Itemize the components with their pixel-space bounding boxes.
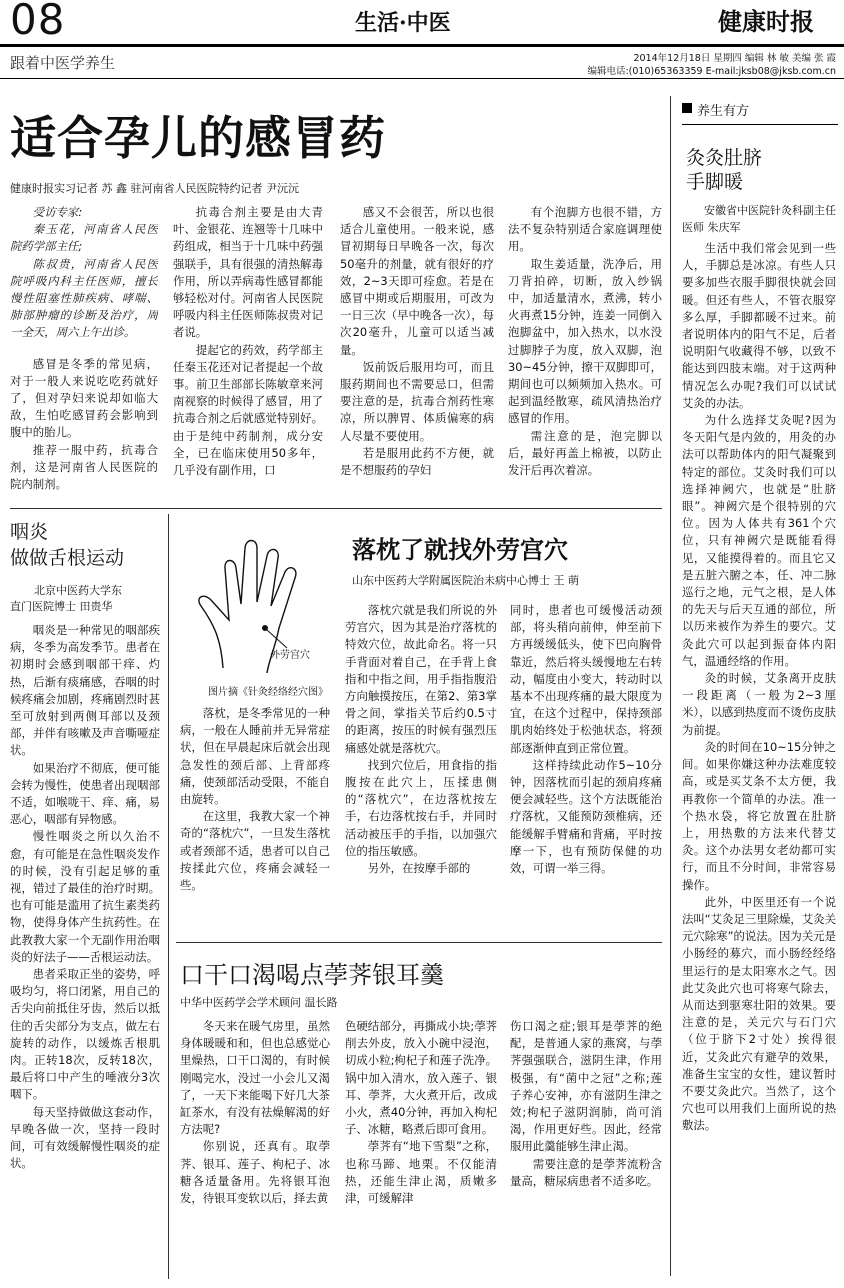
article4-column-c	[510, 1018, 662, 1276]
article3-column-c	[510, 602, 662, 934]
article1-byline: 健康时报实习记者 苏 鑫 驻河南省人民医院特约记者 尹沅沅	[10, 182, 299, 195]
paragraph: 取生姜适量，洗净后，用刀背拍碎，切断，放入纱锅中，加适量清水，煮沸，转小火再煮15分钟，连姜一同倒入泡脚盆中，加入热水，以水没过脚脖子为度，放入双脚，泡30~45分钟，擦干双脚即可，期间也可以频频加入热水。可起到温经散寒，疏风清热治疗感冒的作用。	[508, 256, 662, 426]
sidebar-byline	[682, 202, 836, 238]
paragraph: 另外，在按摩手部的	[367, 861, 471, 876]
article1-column-4	[508, 204, 662, 504]
sidebar-title-line2: 手脚暖	[686, 171, 744, 193]
article3-byline: 山东中医药大学附属医院治未病中心博士 王 萌	[352, 574, 579, 587]
paragraph: 落枕穴就是我们所说的外劳宫穴，因为其是治疗落枕的特效穴位，故此命名。将一只手背面对着自己，在手背上食指和中指之间，用手指指腹沿方向触摸按压，在第2、第3掌骨之间，掌指关节后约0.5寸的距离，按压的时候有强烈压痛感处就是落枕穴。	[345, 603, 497, 755]
editor-contact: 编辑电话:(010)65363359 E-mail:jksb08@jksb.com.cn	[587, 66, 836, 77]
sidebar-section-label: 养生有方	[697, 104, 750, 119]
paragraph: 若是服用此药不方便，就是不想服药的孕妇	[340, 445, 494, 478]
paragraph: 如果治疗不彻底，便可能会转为慢性，使患者出现咽部不适，如喉咙干、痒、痛，易恶心，咽部有异物感。	[10, 760, 160, 827]
paragraph: 冬天来在暖气房里，虽然身体暖暖和和，但也总感觉心里燥热，口干口渴的，有时候刚喝完水，没过一小会儿又渴了，一天下来能喝下好几大茶缸茶水，有没有祛燥解渴的好方法呢?	[180, 1019, 330, 1137]
page-number: 08	[10, 0, 66, 44]
paragraph: 需注意的是，泡完脚以后，最好再盖上棉被，以防止发汗后再次着凉。	[508, 428, 662, 478]
article1-column-3	[340, 204, 494, 504]
section-marker-icon	[682, 103, 692, 113]
paragraph: 有个泡脚方也很不错，方法不复杂特别适合家庭调理使用。	[508, 205, 662, 254]
sidebar-body	[682, 240, 836, 1276]
paragraph: 抗毒合剂主要是由大青叶、金银花、连翘等十几味中药组成，相当于十几味中药强强联手，具有很强的清热解毒作用，所以弄病毒性感冒都能够轻松对付。河南省人民医院呼吸内科主任医师陈叔贵对记者说。	[173, 205, 323, 340]
article3-column-a	[180, 705, 330, 935]
paragraph: 在这里，我教大家一个神奇的“落枕穴”，一旦发生落枕或者颈部不适，患者可以自己按揉此穴位，疼痛会减轻一些。	[180, 809, 330, 893]
column-name: 跟着中医学养生	[10, 54, 116, 72]
paragraph: 感冒是冬季的常见病，对于一般人来说吃吃药就好了，但对孕妇来说却如临大敌，生怕吃感冒药会影响到腹中的胎儿。	[10, 356, 158, 440]
article4-title: 口干口渴喝点荸荠银耳羹	[180, 961, 444, 989]
article4-byline: 中华中医药学会学术顾问 温长路	[180, 996, 338, 1009]
paragraph: 饭前饭后服用均可，而且服药期间也不需要忌口，但需要注意的是，抗毒合剂药性寒凉，所以脾胃、体质偏寒的病人尽量不要使用。	[340, 359, 494, 443]
acupoint-label: 外劳宫穴	[270, 650, 310, 661]
sidebar-byline-text: 安徽省中医院针灸科副主任医师 朱庆军	[682, 204, 836, 235]
paragraph: 落枕，是冬季常见的一种病，一般在人睡前并无异常症状，但在早晨起床后就会出现急发性的颈后部、上背部疼痛，使颈部活动受限，不能自由旋转。	[180, 706, 330, 807]
paragraph: 荸荠有“地下雪梨”之称，也称马蹄、地栗。不仅能清热，还能生津止渴，质嫩多津，可缓解津	[345, 1139, 497, 1206]
article2-byline-1: 北京中医药大学东	[34, 584, 122, 597]
paragraph: 你别说，还真有。取荸荠、银耳、莲子、枸杞子、冰糖各适量备用。先将银耳泡发，待银耳变软以后，择去黄	[180, 1139, 330, 1206]
paragraph: 需要注意的是荸荠流粉含量高，糖尿病患者不适多吃。	[510, 1156, 662, 1188]
paragraph: 患者采取正坐的姿势，呼吸均匀，将口闭紧，用自己的舌尖向前抵住牙齿，然后以抵住的舌尖部分为支点，做左右旋转的动作，以缓炼舌根肌肉。正转18次，反转18次，最后将口中产生的唾液分3次咽下。	[10, 967, 160, 1102]
newspaper-masthead: 健康时报	[718, 7, 814, 36]
paragraph: 慢性咽炎之所以久治不愈，有可能是在急性咽炎发作的时候，没有引起足够的重视，错过了最佳的治疗时期。也有可能是滥用了抗生素类药物，使得身体产生抗药性。在此教教大家一个无副作用治咽炎的好法子——舌根运动法。	[10, 829, 160, 964]
article-divider	[10, 508, 662, 509]
paragraph: 为什么选择艾灸呢?因为冬天阳气是内敛的，用灸的办法可以帮助体内的阳气凝聚到特定的部位。艾灸时我们可以选择神阙穴，也就是“肚脐眼”。神阙穴是个很特别的穴位。因为人体共有361个穴位，只有神阙穴是既能看得见，又能摸得着的。而且它又是五脏六腑之本，任、冲二脉巡行之地，元气之根，是人体的先天与后天互通的部位，所以历来被作为养生的要穴。艾灸此穴可以起到振奋体内阳气，温通经络的作用。	[682, 413, 836, 668]
paragraph: 感又不会很苦，所以也很适合儿童使用。一般来说，感冒初期每日早晚各一次，每次50毫升的剂量，就有很好的疗效，2~3天即可痊愈。若是在感冒中期或后期服用，可改为一日三次（早中晚各一次），每次20毫升，儿童可以适当减量。	[340, 205, 494, 357]
header-rule	[0, 44, 844, 47]
paragraph: 此外，中医里还有一个说法叫“艾灸足三里除燥，艾灸关元穴除寒”的说法。因为关元是小肠经的募穴，而小肠经经络里运行的是太阳寒水之气。因此艾灸此穴也可将寒气除去，从而达到驱寒壮阳的效果。要注意的是，关元穴与石门穴（位于脐下2寸处）挨得很近，艾灸此穴有避孕的效果，准备生宝宝的女性，建议暂时不要艾灸此穴。当然了，这个穴也可以用我们上面所说的热敷法。	[682, 894, 836, 1133]
column-divider	[168, 514, 169, 1279]
article2-title-line2: 做做舌根运动	[10, 547, 125, 569]
section-title: 生活·中医	[355, 10, 451, 36]
issue-date-editors: 2014年12月18日 星期四 编辑 林 敏 美编 张 霞	[633, 53, 836, 64]
paragraph: 咽炎是一种常见的咽部疾病，冬季为高发季节。患者在初期时会感到咽部干痒、灼热，后渐有痰痛感，吞咽的时候疼痛会加剧，疼痛剧烈时甚至可放射到两侧耳部以及颈部，并伴有咳嗽及声音嘶哑症状。	[10, 623, 160, 758]
article1-column-2	[173, 204, 323, 504]
article3-column-b	[345, 602, 497, 934]
paragraph: 灸的时候，艾条离开皮肤一段距离（一般为2~3厘米），以感到热度而不烫伤皮肤为前提。	[682, 671, 836, 737]
sidebar-rule	[682, 124, 838, 125]
article-divider	[176, 942, 662, 943]
article2-byline-2: 直门医院博士 田贵华	[10, 600, 113, 613]
article4-column-b	[345, 1018, 497, 1276]
main-headline: 适合孕儿的感冒药	[10, 111, 386, 165]
article4-column-a	[180, 1018, 330, 1276]
paragraph: 生活中我们常会见到一些人，手脚总是冰凉。有些人只要多加些衣服手脚很快就会回暖。但还有些人，不管衣服穿多么厚，手脚都暖不过来。前者说明体内的阳气不足，后者说明阳气收藏得不够，以致不能达到四肢末端。对于这两种情况怎么办呢?我们可以试试艾灸的办法。	[682, 241, 836, 410]
expert-2: 陈叔贵，河南省人民医院呼吸内科主任医师，擅长慢性阻塞性肺疾病、哮喘、肺部肿瘤的诊断及治疗，周一全天，周六上午出诊。	[10, 256, 158, 340]
paragraph: 提起它的药效，药学部主任秦玉花还对记者提起一个故事。前卫生部部长陈敏章来河南视察的时候得了感冒，用了抗毒合剂之后就感觉特别好。由于是纯中药制剂，成分安全，已在临床使用50多年，几乎没有副作用，口	[173, 342, 323, 478]
paragraph: 每天坚持做做这套动作，早晚各做一次，坚持一段时间，可有效缓解慢性咽炎的症状。	[10, 1104, 160, 1171]
article2-title-line1: 咽炎	[10, 521, 49, 543]
header-subrule	[0, 78, 844, 79]
paragraph: 同时，患者也可缓慢活动颈部，将头稍向前伸，伸至前下方再缓缓低头，使下巴向胸骨靠近，然后将头缓慢地左右转动，幅度由小变大，转动时以基本不出现疼痛的最大限度为宜，在这个过程中，保持颈部肌肉始终处于松弛状态，将颈部逐渐伸直到正常位置。	[510, 603, 662, 755]
paragraph: 灸的时间在10~15分钟之间。如果你嫌这种办法难度较高，或是买艾条不太方便，我再教你一个简单的办法。准一个热水袋，将它放置在肚脐上，用热敷的方法来代替艾灸。这个办法男女老幼都可实行，而且不分时间，非常容易操作。	[682, 739, 836, 892]
hand-acupoint-illustration	[183, 528, 345, 678]
article2-body	[10, 622, 160, 1272]
paragraph: 找到穴位后，用食指的指腹按在此穴上，压揉患侧的“落枕穴”，在边落枕按左手，右边落枕按右手，并同时活动被压手的手指，以加强穴位的指压敏感。	[345, 757, 497, 858]
paragraph: 伤口渴之症;银耳是荸荠的绝配，是普通人家的燕窝，与荸荠强强联合，滋阴生津，作用极强，有“菌中之冠”之称;莲子养心安神，亦有滋阴生津之效;枸杞子滋阴润肺，尚可消渴，作用更好些。因此，经常服用此羹能够生津止渴。	[510, 1019, 662, 1154]
expert-1: 秦玉花，河南省人民医院药学部主任;	[10, 222, 158, 254]
expert-label: 受访专家:	[32, 205, 83, 219]
paragraph: 这样持续此动作5~10分钟，因落枕而引起的颈肩疼痛便会减轻些。这个方法既能治疗落枕，又能预防颈椎病，还能缓解手臂痛和背痛，平时按摩一下，也有预防保健的功效，可谓一举三得。	[510, 757, 662, 876]
article3-title: 落枕了就找外劳宫穴	[352, 535, 568, 564]
sidebar-divider	[670, 96, 671, 1276]
article1-column-1	[10, 204, 158, 504]
paragraph: 推荐一服中药，抗毒合剂，这是河南省人民医院的院内制剂。	[10, 442, 158, 492]
figure-caption: 图片摘《针灸经络经穴图》	[208, 687, 328, 698]
paragraph: 色硬结部分，再撕成小块;荸荠削去外皮，放入小碗中浸泡，切成小粒;枸杞子和莲子洗净。锅中加入清水，放入莲子、银耳、荸荠，大火煮开后，改成小火，煮40分钟，再加入枸杞子、冰糖，略煮后即可食用。	[345, 1019, 497, 1137]
sidebar-title-line1: 灸灸肚脐	[686, 147, 763, 169]
